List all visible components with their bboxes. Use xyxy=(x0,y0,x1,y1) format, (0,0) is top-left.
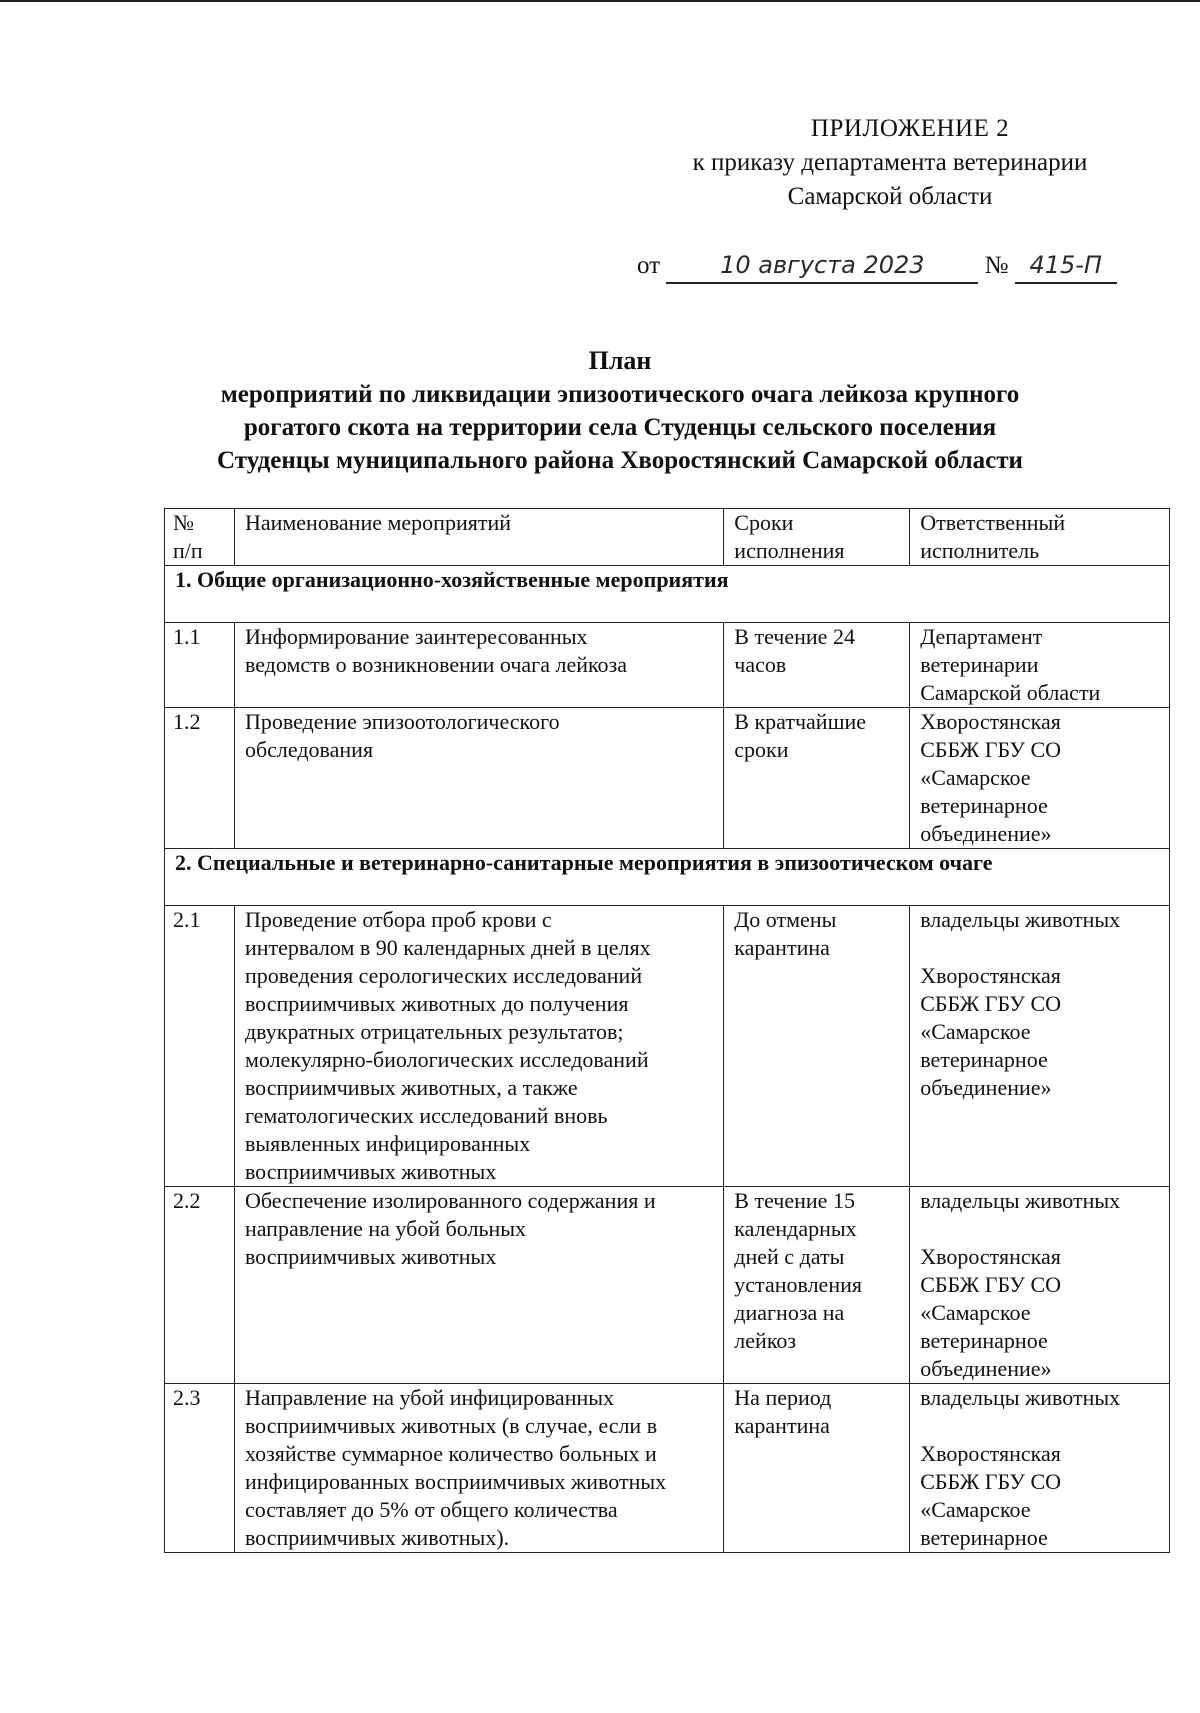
row-number: 2.2 xyxy=(165,1187,235,1384)
row-number: 1.1 xyxy=(165,623,235,708)
row-responsible xyxy=(910,1187,1170,1384)
responsible-gap xyxy=(920,1412,1159,1440)
row-activity xyxy=(234,1384,723,1553)
responsible-line: Хворостянская xyxy=(920,709,1061,734)
row-activity xyxy=(234,906,723,1187)
row-term xyxy=(724,623,910,708)
section-row xyxy=(165,566,1170,623)
row-activity-line: Информирование заинтересованных xyxy=(244,624,588,649)
row-activity-line: гематологических исследований вновь xyxy=(244,1103,608,1128)
row-term-line: карантина xyxy=(734,935,830,960)
row-activity-line: проведения серологических исследований xyxy=(244,963,643,988)
row-number: 1.2 xyxy=(165,708,235,849)
row-number: 2.1 xyxy=(165,906,235,1187)
responsible-line: СББЖ ГБУ СО xyxy=(920,1272,1062,1297)
annex-label: ПРИЛОЖЕНИЕ 2 xyxy=(810,115,1010,142)
annex-line-1: к приказу департамента ветеринарии xyxy=(692,149,1088,176)
order-date-handwritten: 10 августа 2023 xyxy=(666,248,978,284)
plan-table-body xyxy=(165,566,1170,1553)
row-activity-line: Направление на убой инфицированных xyxy=(244,1385,615,1410)
row-term-line: До отмены xyxy=(734,907,837,932)
row-term xyxy=(724,906,910,1187)
annex-header xyxy=(640,112,1140,214)
row-activity-line: инфицированных восприимчивых животных xyxy=(244,1469,667,1494)
responsible-gap xyxy=(920,1215,1159,1243)
order-number-label: № xyxy=(984,252,1009,279)
row-activity-line: выявленных инфицированных xyxy=(244,1131,531,1156)
row-activity-line: составляет до 5% от общего количества xyxy=(244,1497,618,1522)
row-activity-line: Обеспечение изолированного содержания и xyxy=(244,1188,656,1213)
row-term-line: календарных xyxy=(734,1216,857,1241)
header-name: Наименование мероприятий xyxy=(234,509,723,566)
responsible-line: СББЖ ГБУ СО xyxy=(920,737,1062,762)
section-title: 2. Специальные и ветеринарно-санитарные мероприятия в эпизоотическом очаге xyxy=(165,849,1170,906)
title-line-3: Студенцы муниципального района Хворостянский Самарской области xyxy=(217,447,1023,474)
title-line-1: мероприятий по ликвидации эпизоотического очага лейкоза крупного xyxy=(220,381,1020,408)
section-title: 1. Общие организационно-хозяйственные мероприятия xyxy=(165,566,1170,623)
row-activity xyxy=(234,1187,723,1384)
row-term-line: часов xyxy=(734,652,787,677)
responsible-line: ветеринарии xyxy=(920,652,1039,677)
row-term-line: лейкоз xyxy=(734,1328,797,1353)
row-activity xyxy=(234,623,723,708)
responsible-line: Департамент xyxy=(920,624,1043,649)
responsible-line: Хворостянская xyxy=(920,1244,1061,1269)
row-responsible xyxy=(910,906,1170,1187)
row-activity-line: направление на убой больных xyxy=(244,1216,527,1241)
row-responsible xyxy=(910,623,1170,708)
responsible-line: СББЖ ГБУ СО xyxy=(920,1469,1062,1494)
row-term-line: дней с даты xyxy=(734,1244,845,1269)
responsible-line: «Самарское xyxy=(920,765,1031,790)
row-term-line: карантина xyxy=(734,1413,830,1438)
row-term-line: диагноза на xyxy=(734,1300,845,1325)
row-activity-line: обследования xyxy=(244,737,374,762)
responsible-line: «Самарское xyxy=(920,1300,1031,1325)
row-term-line: В течение 15 xyxy=(734,1188,855,1213)
row-activity-line: восприимчивых животных xyxy=(244,1159,497,1184)
table-row xyxy=(165,1187,1170,1384)
row-term-line: сроки xyxy=(734,737,789,762)
annex-line-2: Самарской области xyxy=(787,183,993,210)
responsible-line: «Самарское xyxy=(920,1019,1031,1044)
responsible-line: владельцы животных xyxy=(920,1188,1121,1213)
table-header-row xyxy=(165,509,1170,566)
row-term-line: установления xyxy=(734,1272,862,1297)
responsible-line: объединение» xyxy=(920,821,1052,846)
responsible-line: ветеринарное xyxy=(920,1525,1048,1550)
row-term-line: В кратчайшие xyxy=(734,709,867,734)
row-responsible xyxy=(910,1384,1170,1553)
row-activity-line: хозяйстве суммарное количество больных и xyxy=(244,1441,657,1466)
responsible-line: владельцы животных xyxy=(920,907,1121,932)
row-term xyxy=(724,708,910,849)
responsible-line: объединение» xyxy=(920,1075,1052,1100)
responsible-line: владельцы животных xyxy=(920,1385,1121,1410)
row-activity-line: восприимчивых животных). xyxy=(244,1525,510,1550)
row-activity-line: двукратных отрицательных результатов; xyxy=(244,1019,624,1044)
row-responsible xyxy=(910,708,1170,849)
section-row xyxy=(165,849,1170,906)
row-activity-line: восприимчивых животных до получения xyxy=(244,991,629,1016)
row-term xyxy=(724,1384,910,1553)
responsible-line: ветеринарное xyxy=(920,793,1048,818)
row-term xyxy=(724,1187,910,1384)
row-activity-line: восприимчивых животных xyxy=(244,1244,497,1269)
responsible-line: объединение» xyxy=(920,1356,1052,1381)
row-activity-line: восприимчивых животных (в случае, если в xyxy=(244,1413,658,1438)
responsible-line: ветеринарное xyxy=(920,1328,1048,1353)
row-activity-line: Проведение отбора проб крови с xyxy=(244,907,552,932)
row-activity-line: интервалом в 90 календарных дней в целях xyxy=(244,935,651,960)
table-row xyxy=(165,906,1170,1187)
header-term: Сроки исполнения xyxy=(724,509,910,566)
row-number: 2.3 xyxy=(165,1384,235,1553)
row-activity-line: ведомств о возникновении очага лейкоза xyxy=(244,652,628,677)
table-row xyxy=(165,623,1170,708)
order-number-handwritten: 415-П xyxy=(1015,248,1117,284)
header-num: № п/п xyxy=(165,509,235,566)
responsible-line: «Самарское xyxy=(920,1497,1031,1522)
row-activity-line: Проведение эпизоотологического xyxy=(244,709,560,734)
order-reference xyxy=(637,248,1137,284)
plan-table xyxy=(164,508,1170,1553)
table-row xyxy=(165,1384,1170,1553)
responsible-line: Хворостянская xyxy=(920,1441,1061,1466)
responsible-line: Самарской области xyxy=(920,680,1101,705)
responsible-line: ветеринарное xyxy=(920,1047,1048,1072)
title-line-2: рогатого скота на территории села Студенцы сельского поселения xyxy=(243,414,997,441)
row-activity-line: восприимчивых животных, а также xyxy=(244,1075,578,1100)
row-term-line: На период xyxy=(734,1385,832,1410)
responsible-gap xyxy=(920,934,1159,962)
title-main: План xyxy=(588,346,652,375)
table-row xyxy=(165,708,1170,849)
order-from-label: от xyxy=(637,252,661,279)
row-activity-line: молекулярно-биологических исследований xyxy=(244,1047,649,1072)
row-activity xyxy=(234,708,723,849)
header-resp: Ответственный исполнитель xyxy=(910,509,1170,566)
responsible-line: Хворостянская xyxy=(920,963,1061,988)
page-top-border xyxy=(0,0,1200,2)
document-title xyxy=(150,344,1090,477)
row-term-line: В течение 24 xyxy=(734,624,855,649)
responsible-line: СББЖ ГБУ СО xyxy=(920,991,1062,1016)
